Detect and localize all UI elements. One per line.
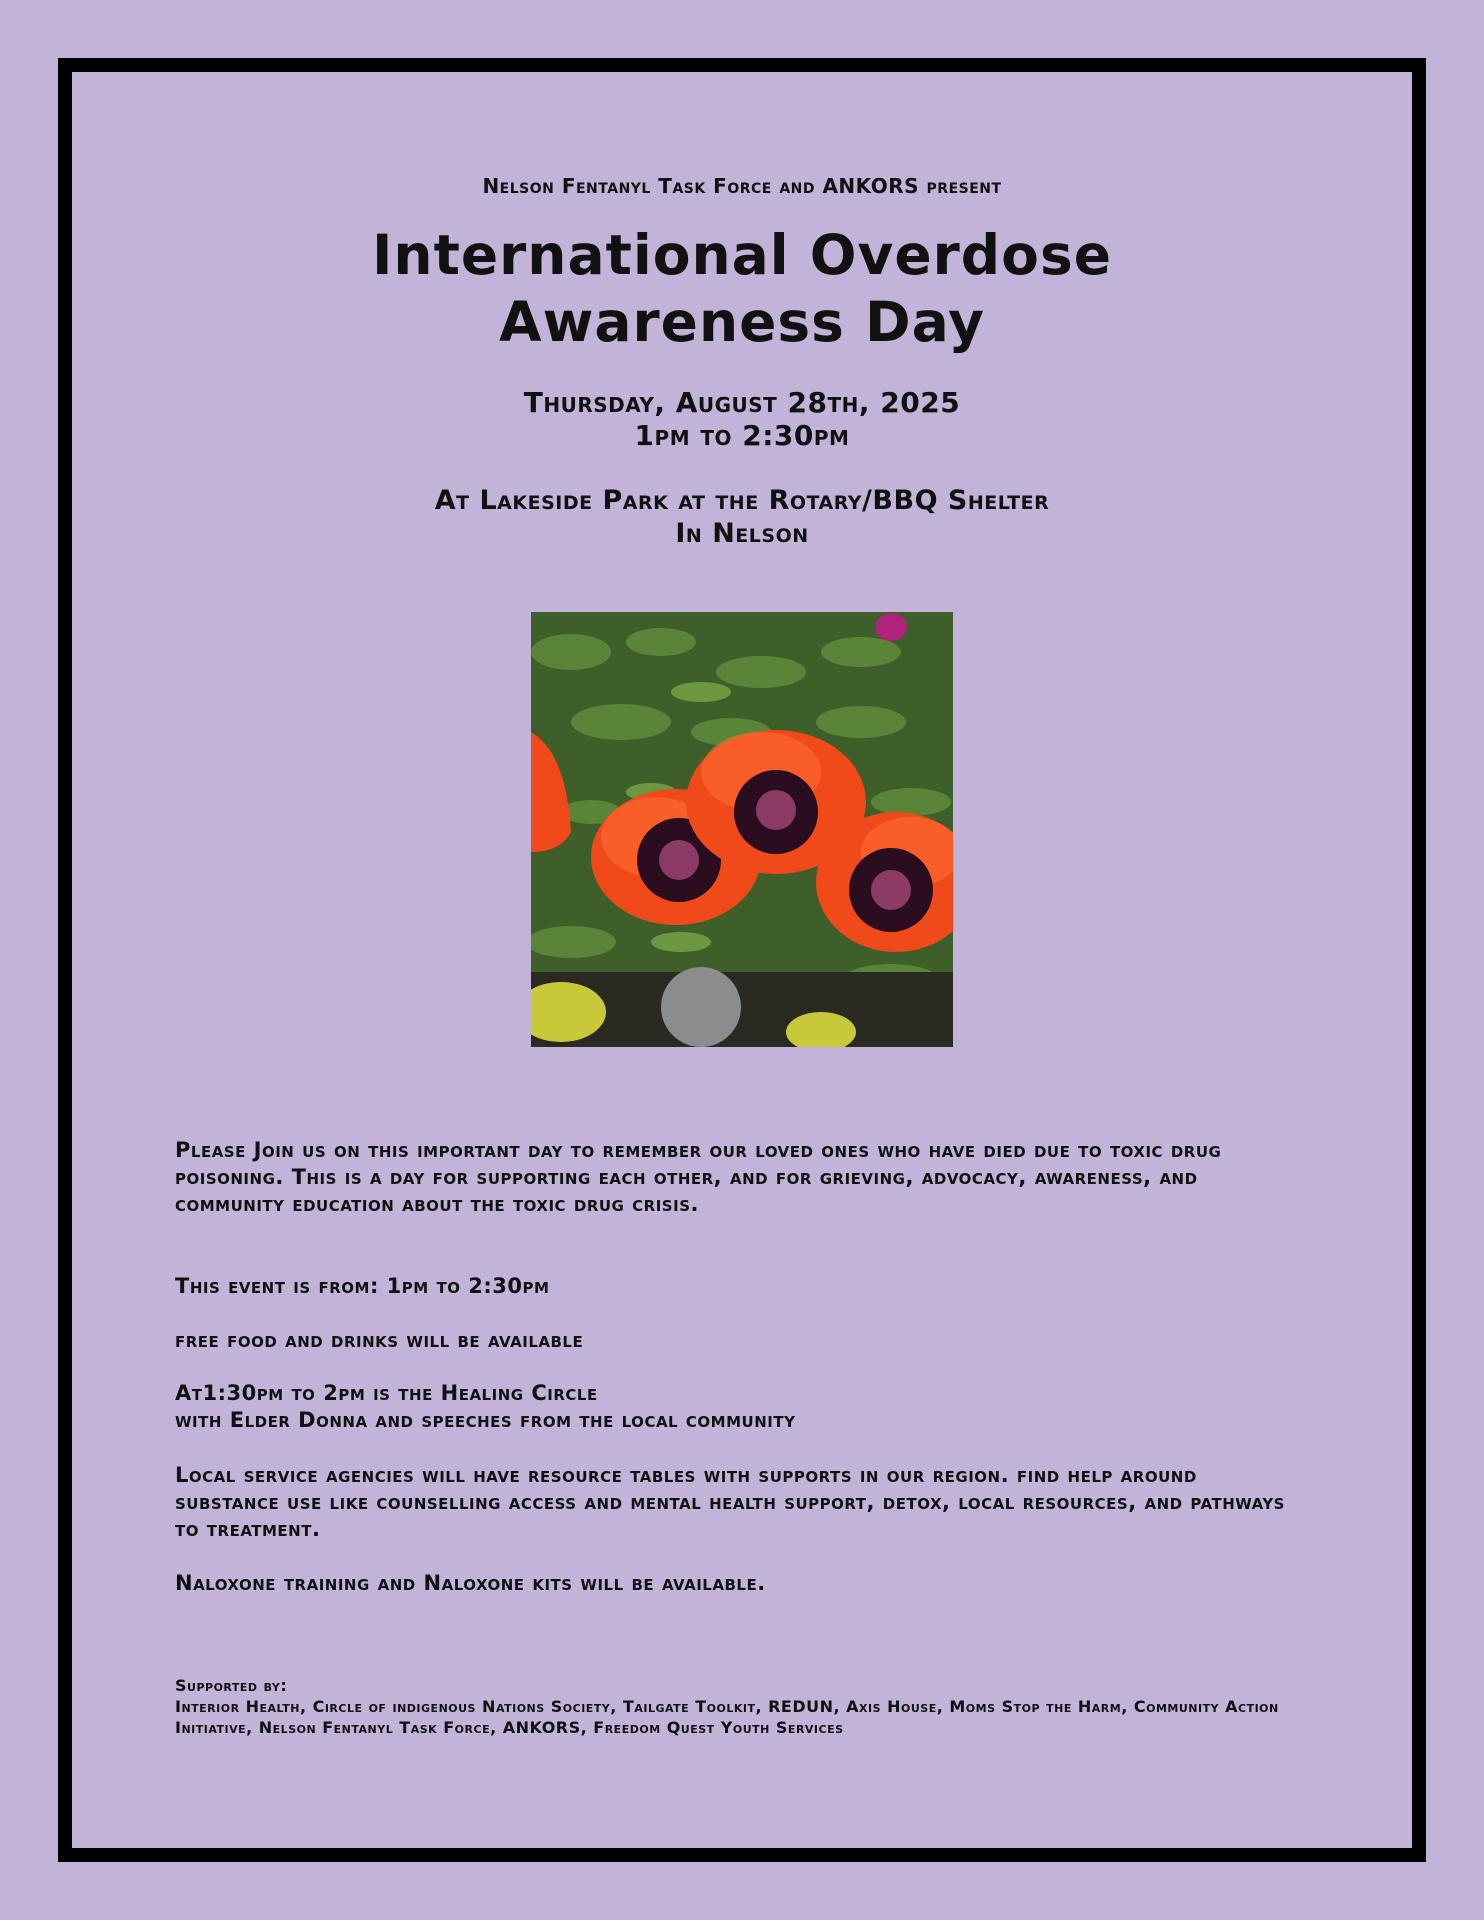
poppy-photo xyxy=(531,612,953,1047)
title-line-2: Awareness Day xyxy=(499,290,985,354)
location-line-1: At Lakeside Park at the Rotary/BBQ Shelter xyxy=(434,485,1050,516)
healing-circle-line-1: At1:30pm to 2pm is the Healing Circle xyxy=(175,1381,598,1405)
healing-circle-paragraph xyxy=(175,1380,1295,1434)
healing-circle-line-2: with Elder Donna and speeches from the local community xyxy=(175,1408,796,1432)
intro-text: Please Join us on this important day to remember our loved ones who have died due to toxic drug poisoning. This is a day for supporting each other, and for grieving, advocacy, awareness, and community education about the toxic drug crisis. xyxy=(175,1138,1222,1216)
naloxone-text: Naloxone training and Naloxone kits will be available. xyxy=(175,1571,766,1595)
resources-text: Local service agencies will have resource tables with supports in our region. find help around substance use like counselling access and mental health support, detox, local resources, and pathways to treatment. xyxy=(175,1463,1285,1541)
supporters-block xyxy=(175,1675,1325,1738)
location-line-2: In Nelson xyxy=(675,518,809,549)
event-date xyxy=(0,386,1484,452)
poppy-flowers-icon xyxy=(531,612,953,1047)
food-text: free food and drinks will be available xyxy=(175,1328,584,1352)
event-time-paragraph xyxy=(175,1273,1295,1300)
supporters-list: Interior Health, Circle of indigenous Nations Society, Tailgate Toolkit, REDUN, Axis House, Moms Stop the Harm, Community Action Initiative, Nelson Fentanyl Task Force, ANKORS, Freedom Quest Youth Services xyxy=(175,1697,1279,1737)
intro-paragraph xyxy=(175,1137,1295,1218)
resources-paragraph xyxy=(175,1462,1295,1543)
naloxone-paragraph xyxy=(175,1570,1295,1597)
event-location xyxy=(0,484,1484,550)
page-title xyxy=(0,222,1484,356)
food-paragraph xyxy=(175,1327,1295,1354)
title-line-1: International Overdose xyxy=(371,223,1113,287)
time-line: 1pm to 2:30pm xyxy=(634,419,850,452)
date-line: Thursday, August 28th, 2025 xyxy=(523,386,961,419)
presenters-line: Nelson Fentanyl Task Force and ANKORS present xyxy=(482,174,1002,198)
event-time-text: This event is from: 1pm to 2:30pm xyxy=(175,1274,550,1298)
supported-by-label: Supported by: xyxy=(175,1676,288,1695)
